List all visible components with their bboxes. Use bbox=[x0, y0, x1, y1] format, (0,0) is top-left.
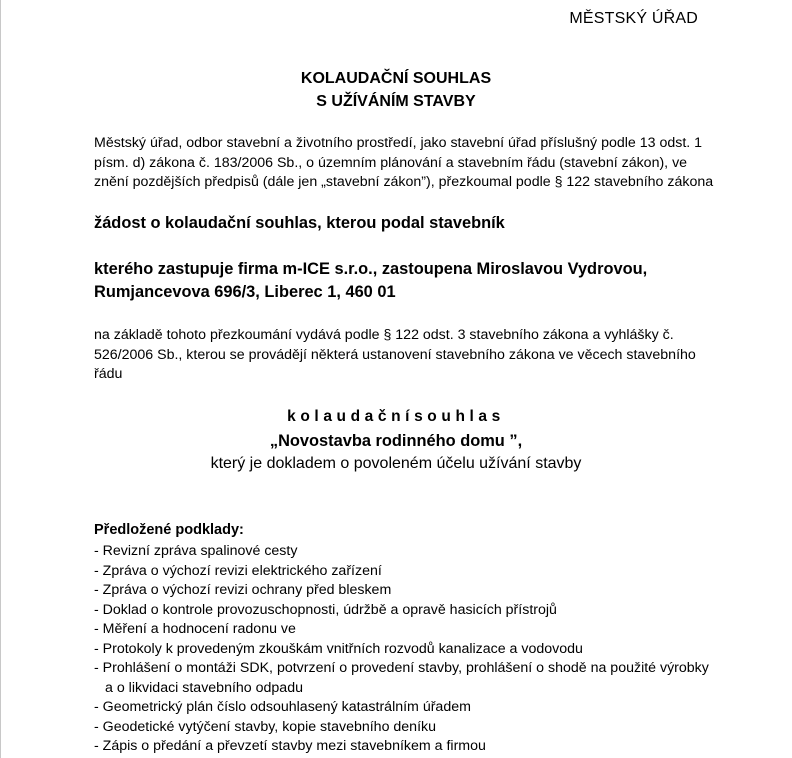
title-line-2: S UŽÍVÁNÍM STAVBY bbox=[316, 93, 476, 110]
list-item: - Zpráva o výchozí revizi ochrany před bleskem bbox=[94, 582, 392, 598]
list-item: - Měření a hodnocení radonu ve bbox=[94, 621, 296, 637]
list-item: - Zpráva o výchozí revizi elektrického zařízení bbox=[94, 562, 382, 579]
list-item: - Revizní zpráva spalinové cesty bbox=[94, 543, 298, 559]
decision-purpose: který je dokladem o povoleném účelu užívání stavby bbox=[210, 455, 582, 472]
list-item: - Geometrický plán číslo odsouhlasený katastrálním úřadem bbox=[94, 699, 471, 715]
page-edge bbox=[0, 0, 1, 758]
office-name: MĚSTSKÝ ÚŘAD bbox=[569, 10, 698, 27]
intro-paragraph: Městský úřad, odbor stavební a životního prostředí, jako stavební úřad příslušný podle 13 odst. 1 písm. d) zákona č. 183/2006 Sb., o územním plánování a stavebním řádu (stavební zákon), ve znění pozdějších předpisů (dále jen „stavební zákon”), přezkoumal podle § 122 stavebního zákona bbox=[94, 135, 714, 190]
list-item: - Zápis o předání a převzetí stavby mezi stavebníkem a firmou bbox=[94, 738, 486, 754]
decision-title: kolaudačnísouhlas bbox=[287, 408, 505, 425]
title-line-1: KOLAUDAČNÍ SOUHLAS bbox=[300, 70, 492, 87]
list-item: - Prohlášení o montáži SDK, potvrzení o provedení stavby, prohlášení o shodě na použité výrobky a o likvidaci stavebního odpadu bbox=[94, 660, 709, 696]
building-name: „Novostavba rodinného domu ”, bbox=[269, 432, 523, 450]
document-title bbox=[0, 67, 792, 113]
documents-list bbox=[94, 542, 714, 757]
list-item: - Protokoly k provedeným zkouškám vnitřních rozvodů kanalizace a vodovodu bbox=[94, 640, 583, 657]
list-item: - Geodetické vytýčení stavby, kopie stavebního deníku bbox=[94, 718, 437, 735]
documents-heading: Předložené podklady: bbox=[94, 522, 244, 538]
representative-line-1: kterého zastupuje firma m-ICE s.r.o., zastoupena Miroslavou Vydrovou, bbox=[94, 260, 648, 278]
representative-line-2: Rumjancevova 696/3, Liberec 1, 460 01 bbox=[94, 283, 396, 301]
request-line: žádost o kolaudační souhlas, kterou podal stavebník bbox=[94, 214, 505, 232]
basis-paragraph: na základě tohoto přezkoumání vydává podle § 122 odst. 3 stavebního zákona a vyhlášky č. 526/2006 Sb., kterou se provádějí některá ustanovení stavebního zákona ve věcech stavebního řádu bbox=[94, 327, 696, 382]
list-item: - Doklad o kontrole provozuschopnosti, údržbě a opravě hasicích přístrojů bbox=[94, 601, 557, 618]
